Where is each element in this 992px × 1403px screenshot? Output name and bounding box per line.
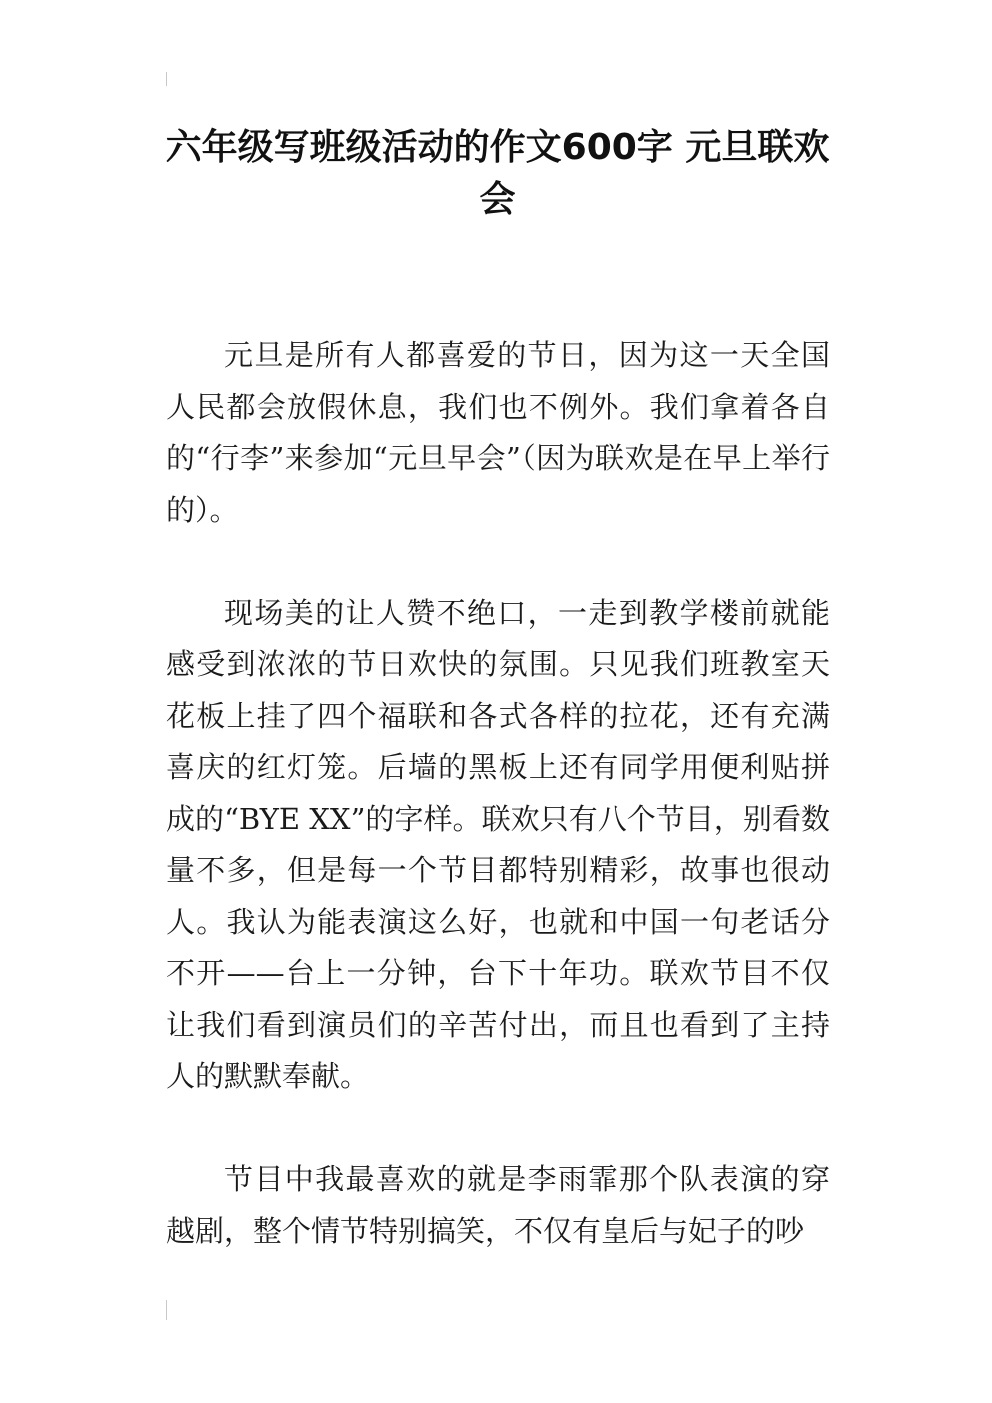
paragraph-2: 现场美的让人赞不绝口，一走到教学楼前就能感受到浓浓的节日欢快的氛围。只见我们班教室天花板上挂了四个福联和各式各样的拉花，还有充满喜庆的红灯笼。后墙的黑板上还有同学用便利贴拼成的“BYE XX”的字样。联欢只有八个节目，别看数量不多，但是每一个节目都特别精彩，故事也很动人。我认为能表演这么好，也就和中国一句老话分不开——台上一分钟，台下十年功。联欢节目不仅让我们看到演员们的辛苦付出，而且也看到了主持人的默默奉献。	[166, 595, 830, 1093]
document-title: 六年级写班级活动的作文600字 元旦联欢会	[165, 127, 830, 220]
crop-mark-bottom	[166, 1300, 167, 1320]
paragraph-3: 节目中我最喜欢的就是李雨霏那个队表演的穿越剧，整个情节特别搞笑，不仅有皇后与妃子的吵	[166, 1162, 830, 1248]
document-body	[166, 330, 830, 1257]
paragraph-1: 元旦是所有人都喜爱的节日，因为这一天全国人民都会放假休息，我们也不例外。我们拿着各自的“行李”来参加“元旦早会”（因为联欢是在早上举行的）。	[166, 338, 830, 527]
crop-mark-top	[166, 72, 167, 86]
